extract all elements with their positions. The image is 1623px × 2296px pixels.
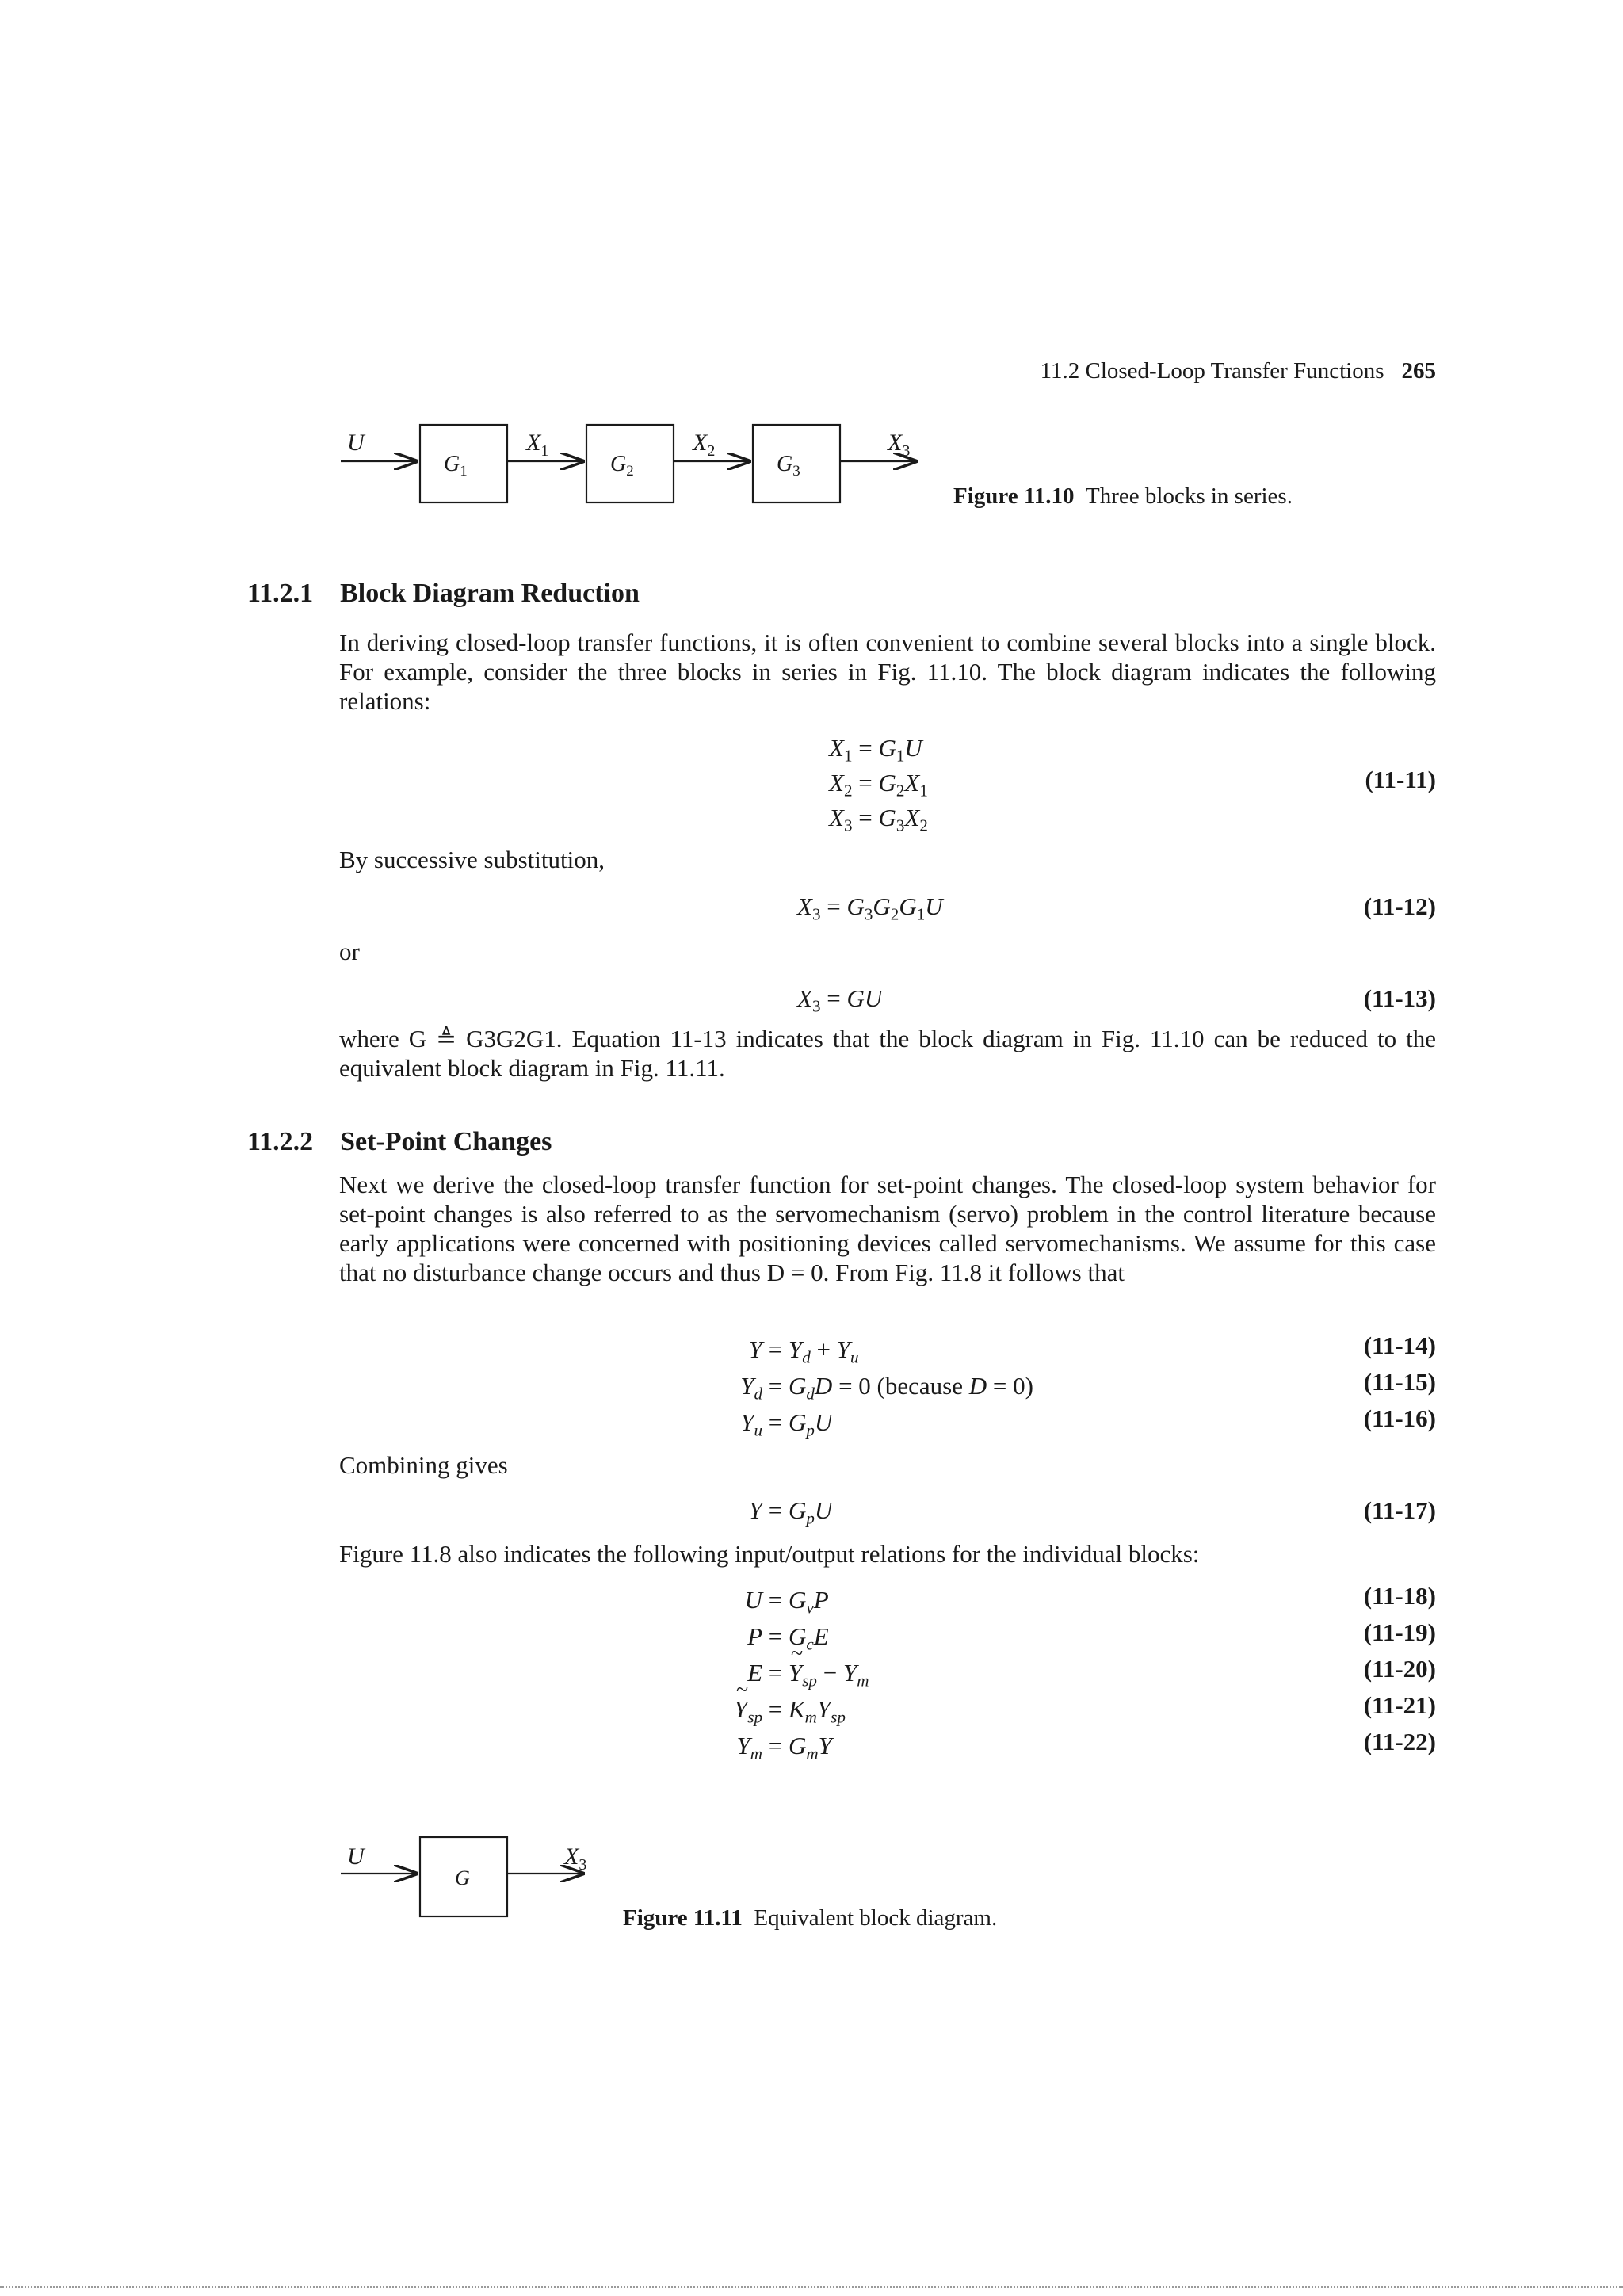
eqnum-11-16: (11-16): [1363, 1404, 1436, 1432]
eqnum-11-13: (11-13): [1363, 984, 1436, 1012]
label-x2: $X_2$: [693, 430, 716, 460]
label-x3: $X_3$: [888, 430, 911, 460]
label-x3: $X_3$: [564, 1843, 587, 1874]
eqnum-11-22: (11-22): [1363, 1728, 1436, 1755]
eq-11-18: $U = G_vP$: [744, 1586, 829, 1618]
equation-11-13: $X_3$ = GU: [797, 984, 883, 1016]
header-section: 11.2 Closed-Loop Transfer Functions: [1040, 358, 1384, 384]
label-u: U: [347, 1843, 365, 1870]
text-figure-note: Figure 11.8 also indicates the following input/output relations for the individual blocks:: [339, 1540, 1200, 1568]
scan-bottom-edge: [0, 2286, 1623, 2288]
section-number: 11.2.2: [247, 1127, 314, 1156]
eq-11-16: $Y_u = G_pU$: [740, 1408, 833, 1440]
eqnum-11-17: (11-17): [1363, 1496, 1436, 1524]
running-header: [976, 358, 1436, 384]
figure-11-11-diagram: [333, 1831, 602, 1934]
eq-x1: $X_1 = G_1U$: [829, 734, 922, 766]
paragraph-block-diagram-intro: In deriving closed-loop transfer functions, it is often convenient to combine several blocks into a single block. For example, consider the three blocks in series in Fig. 11.10. The block diagram indicates the following relations:: [339, 628, 1436, 715]
section-title: Set-Point Changes: [340, 1127, 552, 1156]
label-g1: $G_1$: [444, 452, 468, 479]
section-heading-11-2-2: [247, 1127, 552, 1157]
equation-11-11: [829, 731, 928, 835]
label-g3: $G_3$: [777, 452, 800, 479]
label-x1: $X_1$: [526, 430, 549, 460]
text-combining: Combining gives: [339, 1451, 508, 1479]
eq-x2: $X_2 = G_2X_1$: [829, 769, 928, 800]
equations-11-14-to-16: [724, 1331, 1033, 1441]
eqnum-11-21: (11-21): [1363, 1691, 1436, 1719]
eq-x3: $X_3 = G_3X_2$: [829, 804, 928, 835]
eqnum-11-12: (11-12): [1363, 892, 1436, 920]
label-u: U: [347, 430, 365, 456]
label-g2: $G_2$: [610, 452, 634, 479]
eqnum-11-18: (11-18): [1363, 1582, 1436, 1610]
text-or: or: [339, 938, 360, 965]
paragraph-set-point-intro: Next we derive the closed-loop transfer function for set-point changes. The closed-loop system behavior for set-point changes is also referred to as the servomechanism (servo) problem in the control literature because early applications were concerned with positioning devices called servomechanisms. We assume for this case that no disturbance change occurs and thus D = 0. From Fig. 11.8 it follows that: [339, 1171, 1436, 1286]
text-by-substitution: By successive substitution,: [339, 846, 605, 873]
section-heading-11-2-1: [247, 579, 640, 609]
page-number: 265: [1401, 358, 1436, 384]
eqnum-11-20: (11-20): [1363, 1655, 1436, 1683]
figure-11-11-label: Figure 11.11: [623, 1905, 743, 1931]
section-title: Block Diagram Reduction: [340, 579, 640, 608]
figure-11-10-text: Three blocks in series.: [1086, 483, 1293, 509]
eq-11-21: ~ $Y_{sp} = K_mY_{sp}$: [710, 1691, 869, 1728]
eqnum-11-15: (11-15): [1363, 1368, 1436, 1396]
eq-11-15: $Y_d = G_dD = 0$ (because D = 0): [740, 1372, 1033, 1404]
equations-11-18-to-22: [710, 1582, 869, 1764]
eq-11-22: $Y_m = G_mY$: [736, 1732, 832, 1763]
eq-11-14: $Y = Y_d + Y_u$: [748, 1335, 859, 1367]
figure-11-10-diagram: [333, 412, 935, 523]
equation-11-17: $Y = G_pU$: [748, 1496, 833, 1528]
eqnum-11-19: (11-19): [1363, 1618, 1436, 1646]
eqnum-11-11: (11-11): [1365, 766, 1436, 793]
section-number: 11.2.1: [247, 579, 314, 608]
label-g: G: [455, 1866, 470, 1889]
eqnum-11-14: (11-14): [1363, 1331, 1436, 1359]
paragraph-where: where G ≜ G3G2G1. Equation 11-13 indicates that the block diagram in Fig. 11.10 can be reduced to the equivalent block diagram in Fig. 11.11.: [339, 1025, 1436, 1082]
eq-11-19: $P = G_cE$: [747, 1622, 829, 1654]
figure-11-11-caption: [623, 1905, 997, 1931]
eq-11-20: E = ~ $Y_{sp} - Y_m$: [710, 1655, 869, 1691]
equation-11-12: $X_3 = G_3G_2G_1U$: [797, 892, 943, 924]
figure-11-10-caption: [953, 483, 1293, 510]
figure-11-11-text: Equivalent block diagram.: [754, 1905, 998, 1931]
figure-11-10-label: Figure 11.10: [953, 483, 1075, 509]
